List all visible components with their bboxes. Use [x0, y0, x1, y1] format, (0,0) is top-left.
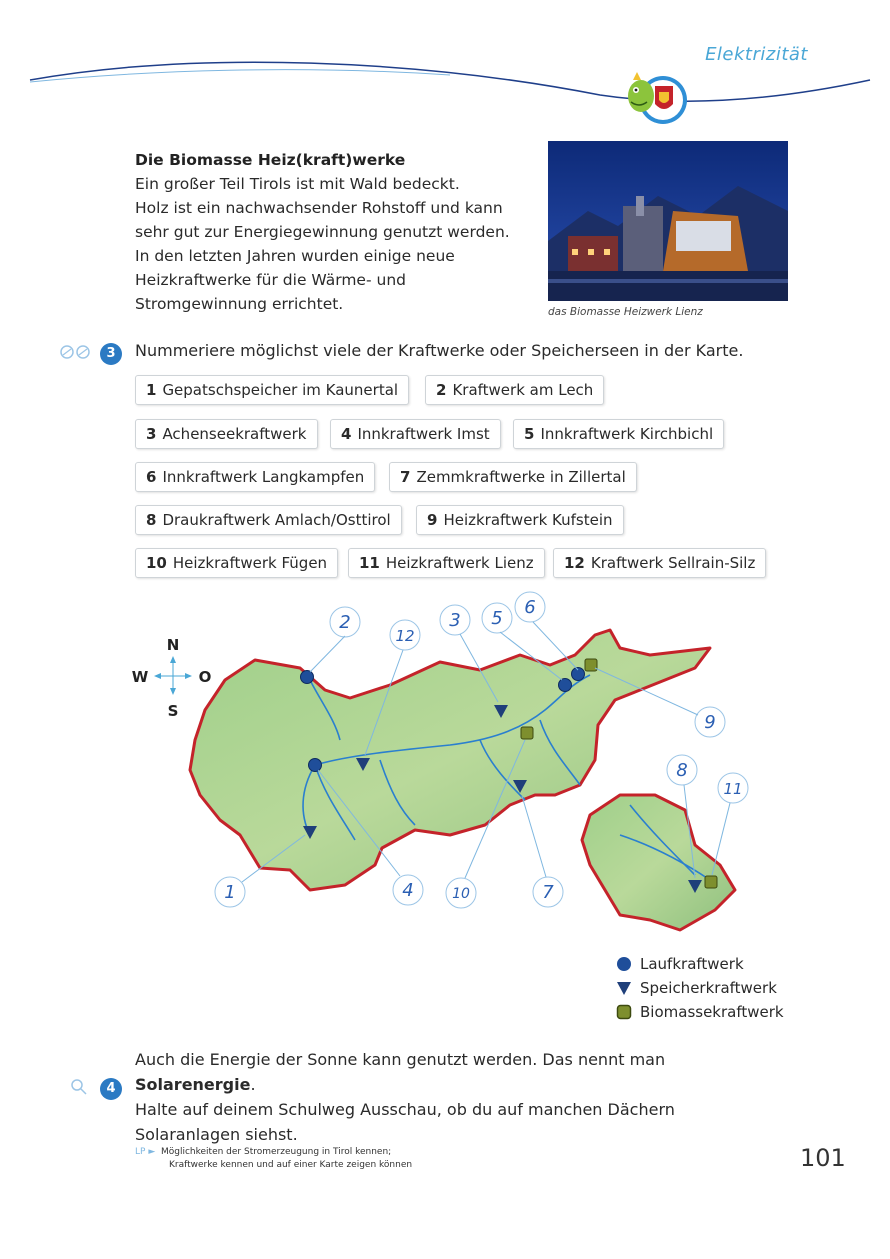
legend-label: Laufkraftwerk	[640, 955, 744, 973]
handwritten-number: 10	[452, 886, 470, 902]
plant-chip: 2 Kraftwerk am Lech	[425, 375, 604, 405]
tirol-map	[131, 590, 750, 950]
header-wave-line	[0, 40, 890, 150]
dragon-mascot-icon	[625, 66, 687, 128]
handwritten-number: 7	[542, 882, 554, 903]
exercise-number-badge: 3	[100, 343, 122, 365]
triangle-marker-icon	[616, 980, 632, 996]
solar-line: Auch die Energie der Sonne kann genutzt werden. Das nennt man Solarenergie.	[135, 1050, 666, 1094]
plant-chip: 3 Achenseekraftwerk	[135, 419, 318, 449]
solar-text-block	[135, 1047, 775, 1147]
plant-chip: 9 Heizkraftwerk Kufstein	[416, 505, 624, 535]
plant-chip: 12 Kraftwerk Sellrain-Silz	[553, 548, 766, 578]
compass-east: O	[198, 668, 212, 686]
plant-chip: 7 Zemmkraftwerke in Zillertal	[389, 462, 637, 492]
plant-chip: 6 Innkraftwerk Langkampfen	[135, 462, 375, 492]
compass-north: N	[166, 636, 180, 654]
handwritten-number: 1	[224, 882, 236, 903]
photo-caption: das Biomasse Heizwerk Lienz	[548, 306, 703, 318]
handwritten-number: 5	[491, 608, 503, 629]
laufkraftwerk-marker	[301, 671, 314, 684]
chapter-title: Elektrizität	[705, 44, 808, 65]
legend-item	[612, 1000, 784, 1024]
handwritten-number: 3	[449, 610, 461, 631]
intro-line: Stromgewinnung errichtet.	[135, 295, 344, 313]
intro-line: In den letzten Jahren wurden einige neue	[135, 247, 455, 265]
biomasse-marker	[521, 727, 533, 739]
handwritten-number: 2	[339, 612, 351, 633]
intro-text-block	[135, 148, 515, 316]
learning-goal-tag: LP	[135, 1147, 146, 1157]
biomass-plant-photo	[548, 141, 788, 301]
circle-marker-icon	[616, 956, 632, 972]
intro-line: Holz ist ein nachwachsender Rohstoff und kann	[135, 199, 503, 217]
laufkraftwerk-marker	[309, 759, 322, 772]
plant-chip: 1 Gepatschspeicher im Kaunertal	[135, 375, 409, 405]
intro-line: sehr gut zur Energiegewinnung genutzt werden.	[135, 223, 510, 241]
legend-label: Biomassekraftwerk	[640, 1003, 784, 1021]
intro-heading: Die Biomasse Heiz(kraft)werke	[135, 151, 406, 169]
compass	[132, 636, 212, 720]
solar-line: Solaranlagen siehst.	[135, 1125, 298, 1144]
intro-line: Heizkraftwerke für die Wärme- und	[135, 271, 406, 289]
east-tirol-region	[582, 795, 735, 930]
exercise-number-badge: 4	[100, 1078, 122, 1100]
square-marker-icon	[616, 1004, 632, 1020]
intro-line: Ein großer Teil Tirols ist mit Wald bedeckt.	[135, 175, 460, 193]
handwritten-number: 8	[676, 760, 688, 781]
handwritten-number: 11	[723, 780, 743, 798]
compass-south: S	[167, 702, 179, 720]
handwritten-number: 12	[395, 627, 415, 645]
exercise-instruction: Nummeriere möglichst viele der Kraftwerke oder Speicherseen in der Karte.	[135, 341, 744, 360]
plant-chip: 5 Innkraftwerk Kirchbichl	[513, 419, 724, 449]
learning-goal-note: LP ► Möglichkeiten der Stromerzeugung in Tirol kennen; Kraftwerke kennen und auf einer Karte zeigen können	[135, 1147, 413, 1170]
handwritten-number: 9	[704, 712, 716, 733]
plant-chip: 4 Innkraftwerk Imst	[330, 419, 501, 449]
legend-item	[612, 952, 784, 976]
partner-work-icon	[58, 343, 94, 361]
handwritten-number: 4	[402, 880, 414, 901]
solar-keyword: Solarenergie	[135, 1075, 251, 1094]
solar-line: Halte auf deinem Schulweg Ausschau, ob du auf manchen Dächern	[135, 1100, 675, 1119]
plant-chip: 11 Heizkraftwerk Lienz	[348, 548, 545, 578]
biomasse-marker	[705, 876, 717, 888]
compass-west: W	[131, 668, 149, 686]
handwritten-number: 6	[524, 597, 536, 618]
legend-item	[612, 976, 784, 1000]
legend-label: Speicherkraftwerk	[640, 979, 777, 997]
magnifier-icon	[70, 1078, 88, 1096]
plant-chip: 10 Heizkraftwerk Fügen	[135, 548, 338, 578]
page-number: 101	[800, 1144, 846, 1172]
laufkraftwerk-marker	[559, 679, 572, 692]
biomasse-marker	[585, 659, 597, 671]
map-legend	[612, 952, 784, 1024]
plant-chip: 8 Draukraftwerk Amlach/Osttirol	[135, 505, 402, 535]
